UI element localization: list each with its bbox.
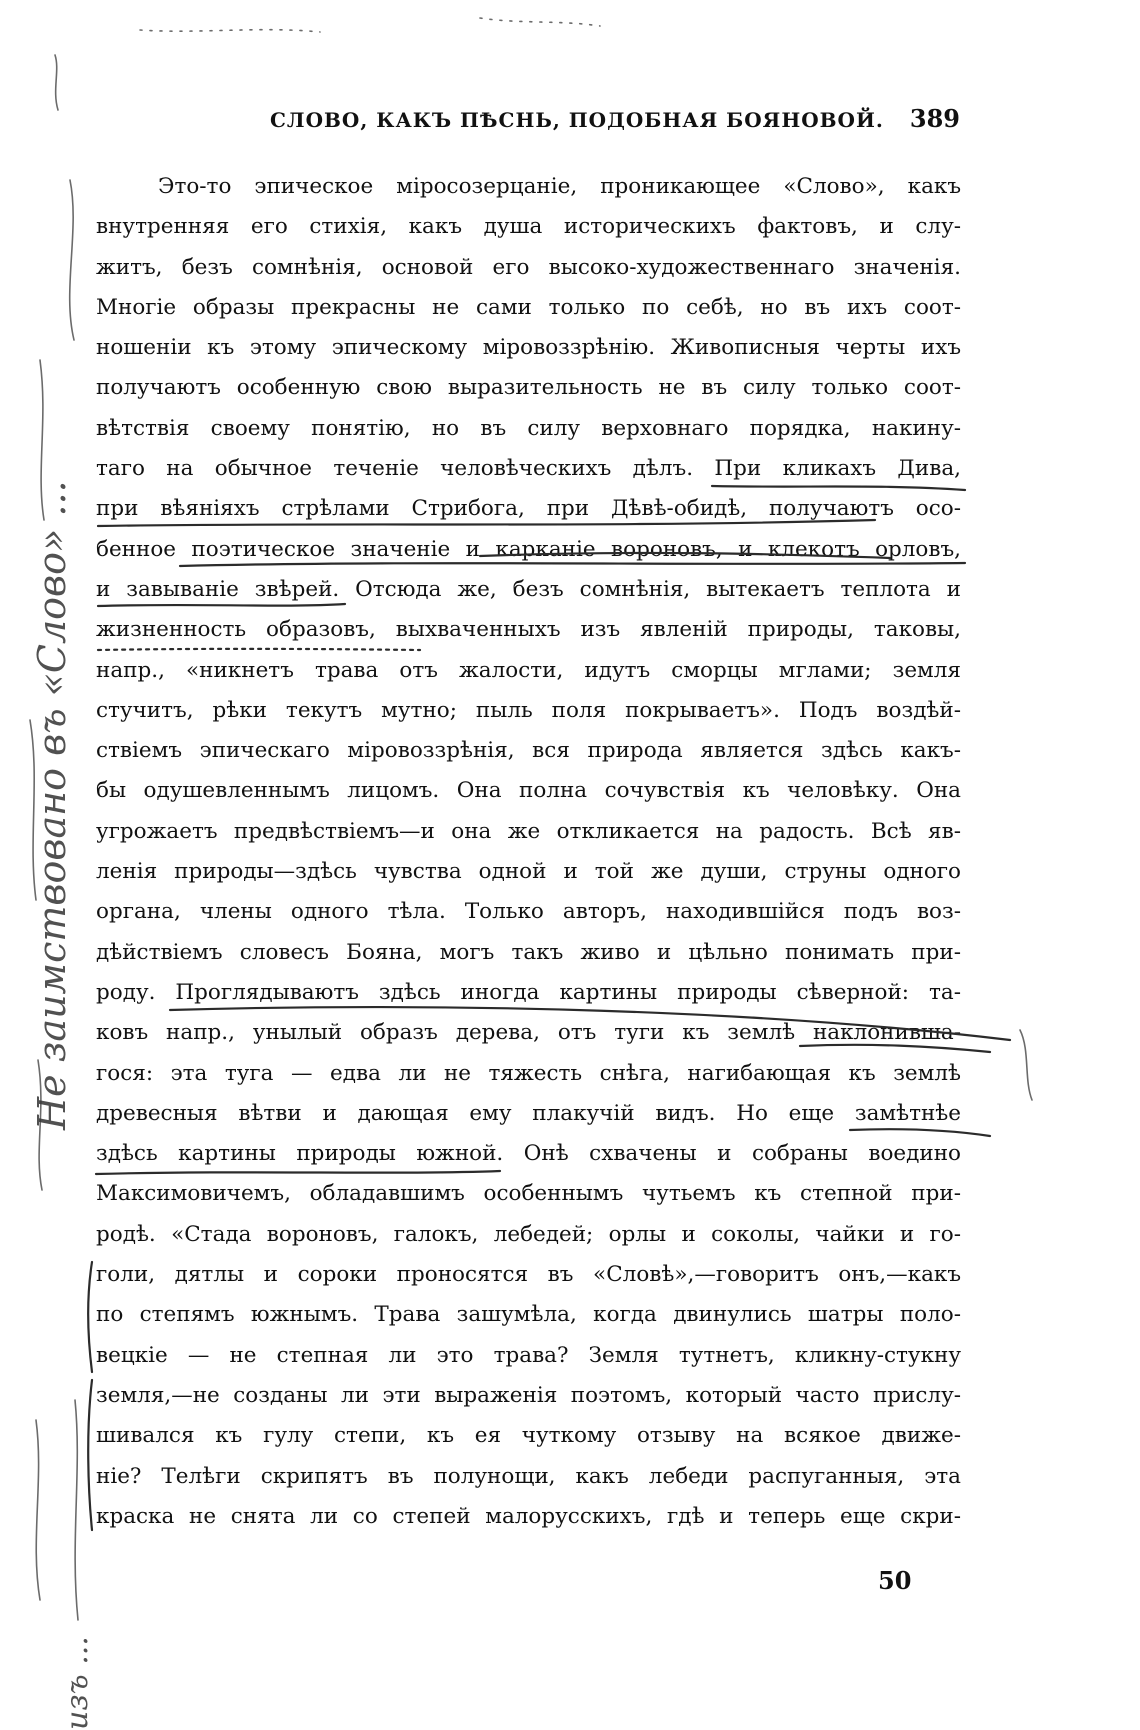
text-line: Это-то эпическое міросозерцаніе, проникающее «Слово», какъ (158, 174, 961, 199)
text-line: напр., «никнетъ трава отъ жалости, идутъ сморцы мглами; земля (96, 657, 961, 683)
pencil-bracket (88, 1262, 92, 1372)
running-head (100, 104, 960, 144)
text-line: ствіемъ эпическаго міровоззрѣнія, вся природа является здѣсь какъ- (96, 738, 961, 764)
text-line: угрожаетъ предвѣствіемъ—и она же откликается на радость. Всѣ яв- (96, 818, 961, 844)
text-line: Многіе образы прекрасны не сами только по себѣ, но въ ихъ соот- (96, 294, 961, 320)
text-line: по степямъ южнымъ. Трава зашумѣла, когда двинулись шатры поло- (96, 1302, 961, 1328)
text-line: гося: эта туга — едва ли не тяжесть снѣга, нагибающая къ землѣ (96, 1060, 961, 1086)
text-line: при вѣяніяхъ стрѣлами Стрибога, при Дѣвѣ-обидѣ, получаютъ осо- (96, 496, 961, 522)
running-title: СЛОВО, КАКЪ ПѢСНЬ, ПОДОБНАЯ БОЯНОВОЙ. (270, 108, 884, 132)
text-line: ніе? Телѣги скрипятъ въ полунощи, какъ лебеди распуганныя, эта (96, 1463, 961, 1489)
text-line: дѣйствіемъ словесъ Бояна, могъ такъ живо и цѣльно понимать при- (96, 939, 961, 965)
text-line: получаютъ особенную свою выразительность не въ силу только соот- (96, 375, 961, 401)
text-line: бенное поэтическое значеніе и карканіе вороновъ, и клекотъ орловъ, (96, 536, 961, 562)
margin-handwritten-note: Не заимствовано въ «Слово» ... (30, 480, 74, 1130)
pencil-scribble (70, 180, 74, 340)
pencil-scribble (1020, 1030, 1032, 1100)
text-line: ленія природы—здѣсь чувства одной и той же души, струны одного (96, 859, 961, 885)
text-line: житъ, безъ сомнѣнія, основой его высоко-художественнаго значенія. (96, 254, 961, 280)
text-line: родѣ. «Стада вороновъ, галокъ, лебедей; орлы и соколы, чайки и го- (96, 1221, 961, 1247)
body-text (96, 167, 961, 1537)
text-line: внутренняя его стихія, какъ душа историческихъ фактовъ, и слу- (96, 214, 961, 240)
text-line: шивался къ гулу степи, къ ея чуткому отзыву на всякое движе- (96, 1423, 961, 1449)
text-line: голи, дятлы и сороки проносятся въ «Словѣ»,—говоритъ онъ,—какъ (96, 1262, 961, 1288)
text-line: древесныя вѣтви и дающая ему плакучій видъ. Но еще замѣтнѣе (96, 1100, 961, 1126)
page-number: 389 (909, 104, 960, 133)
text-line: земля,—не созданы ли эти выраженія поэтомъ, который часто прислу- (96, 1382, 961, 1408)
text-line: бы одушевленнымъ лицомъ. Она полна сочувствія къ человѣку. Она (96, 778, 961, 804)
text-line: и завываніе звѣрей. Отсюда же, безъ сомнѣнія, вытекаетъ теплота и (96, 576, 961, 602)
signature-mark: 50 (878, 1566, 912, 1595)
text-line: здѣсь картины природы южной. Онѣ схвачены и собраны воедино (96, 1141, 961, 1167)
text-line: органа, члены одного тѣла. Только авторъ, находившійся подъ воз- (96, 899, 961, 925)
text-line: Максимовичемъ, обладавшимъ особеннымъ чутьемъ къ степной при- (96, 1181, 961, 1207)
margin-handwritten-note: изъ ... (60, 1636, 95, 1730)
pencil-scribble (140, 30, 320, 32)
pencil-scribble (36, 1420, 40, 1600)
text-line: ношеніи къ этому эпическому міровоззрѣнію. Живописныя черты ихъ (96, 335, 961, 361)
text-line: ковъ напр., унылый образъ дерева, отъ туги къ землѣ наклонивша- (96, 1020, 961, 1046)
text-line: таго на обычное теченіе человѣческихъ дѣлъ. При кликахъ Дива, (96, 456, 961, 482)
text-line: вѣтствія своему понятію, но въ силу верховнаго порядка, накину- (96, 415, 961, 441)
text-line: стучитъ, рѣки текутъ мутно; пыль поля покрываетъ». Подъ воздѣй- (96, 697, 961, 723)
pencil-scribble (480, 18, 600, 26)
pencil-scribble (75, 1400, 78, 1620)
text-line: вецкіе — не степная ли это трава? Земля тутнетъ, кликну-стукну (96, 1342, 961, 1368)
text-line: роду. Проглядываютъ здѣсь иногда картины природы сѣверной: та- (96, 979, 961, 1005)
text-line: жизненность образовъ, выхваченныхъ изъ явленій природы, таковы, (96, 617, 961, 643)
text-line: краска не снята ли со степей малорусскихъ, гдѣ и теперь еще скри- (96, 1503, 961, 1529)
pencil-bracket (88, 1380, 92, 1530)
pencil-scribble (55, 55, 58, 110)
